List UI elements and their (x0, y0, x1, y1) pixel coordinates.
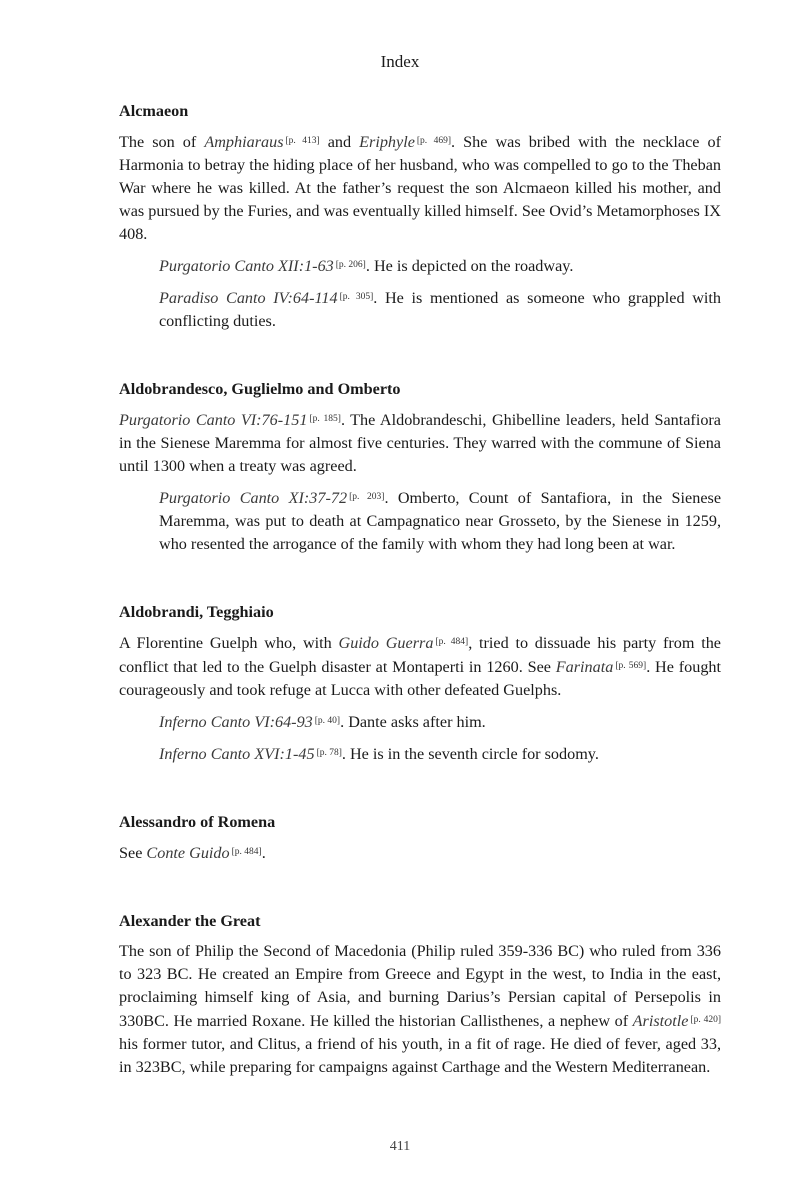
text-run: . He is in the seventh circle for sodomy. (341, 745, 599, 763)
text-run: . She was bribed with the necklace of Harmonia to betray the hiding place of her husband, who was compelled to go to the Theban War where he was killed. At the father’s request the son Alcmaeon killed his mother, and was pursued by the Furies, and was eventually killed himself. See Ovid’s Metamorphoses IX 408. (119, 133, 722, 243)
entry-spacer (119, 564, 721, 601)
page-reference[interactable]: [p. 569] (615, 661, 647, 671)
canto-citation[interactable]: Inferno Canto XVI:1-45 (159, 745, 315, 763)
page-reference[interactable]: [p. 413] (285, 136, 320, 146)
cross-reference-link[interactable]: Eriphyle (359, 133, 415, 151)
page-number: 411 (389, 1139, 411, 1154)
index-entry-alexander (119, 910, 721, 1079)
page-reference[interactable]: [p. 469] (416, 136, 451, 146)
cross-reference-link[interactable]: Amphiaraus (204, 133, 284, 151)
entry-description (119, 841, 721, 865)
entry-spacer (119, 341, 721, 378)
canto-reference (119, 710, 721, 734)
text-run: , tried to dissuade his party from the conflict that led to the Guelph disaster at Montaperti in 1260. See (119, 634, 721, 676)
index-entry-alcmaeon (119, 100, 721, 333)
canto-citation[interactable]: Purgatorio Canto XII:1-63 (159, 257, 334, 275)
text-run: The son of Philip the Second of Macedonia (Philip ruled 359-336 BC) who ruled from 336 to 323 BC. He created an Empire from Greece and Egypt in the west, to India in the east, proclaiming himself king of Asia, and burning Darius’s Persian capital of Persepolis in 330BC. He married Roxane. He killed the historian Callisthenes, a nephew of (119, 942, 721, 1030)
entry-description (119, 130, 721, 246)
text-run: . The Aldobrandeschi, Ghibelline leaders, held Santafiora in the Sienese Maremma for almost five centuries. They warred with the commune of Siena until 1300 when a treaty was agreed. (119, 411, 721, 475)
entry-spacer (119, 873, 721, 910)
text-run: . Dante asks after him. (340, 713, 486, 731)
text-run: his former tutor, and Clitus, a friend of his youth, in a fit of rage. He died of fever, aged 33, in 323BC, while preparing for campaigns against Carthage and the Western Mediterranean. (119, 1035, 721, 1076)
index-content (119, 100, 721, 1087)
text-run: The son of (119, 133, 205, 151)
canto-citation[interactable]: Purgatorio Canto VI:76-151 (119, 411, 308, 429)
entry-heading: Aldobrandi, Tegghiaio (119, 603, 274, 621)
text-run: . He is depicted on the roadway. (365, 257, 574, 275)
canto-reference (119, 486, 721, 556)
page-reference[interactable]: [p. 484] (435, 637, 469, 647)
text-run: See (119, 844, 147, 862)
index-entry-alessandro (119, 811, 721, 865)
text-run: . He fought courageously and took refuge at Lucca with other defeated Guelphs. (119, 658, 722, 699)
text-run: . He is mentioned as someone who grappled with conflicting duties. (159, 289, 721, 330)
page-reference[interactable]: [p. 206] (335, 260, 366, 270)
cross-reference-link[interactable]: Farinata (555, 658, 614, 676)
page-reference[interactable]: [p. 40] (314, 716, 341, 726)
page-reference[interactable]: [p. 305] (339, 292, 374, 302)
text-run: . (261, 844, 266, 862)
entry-description (119, 631, 721, 702)
entry-heading: Aldobrandesco, Guglielmo and Omberto (119, 380, 401, 398)
canto-reference (119, 254, 721, 278)
cross-reference-link[interactable]: Aristotle (632, 1012, 689, 1030)
entry-description (119, 408, 721, 478)
canto-reference (119, 286, 721, 333)
entry-heading: Alessandro of Romena (119, 813, 276, 831)
entry-spacer (119, 774, 721, 811)
index-entry-aldobrandesco (119, 378, 721, 556)
entry-heading: Alexander the Great (119, 912, 261, 930)
cross-reference-link[interactable]: Conte Guido (146, 844, 230, 862)
cross-reference-link[interactable]: Guido Guerra (338, 634, 434, 652)
text-run: and (319, 133, 360, 151)
entry-description (119, 940, 721, 1079)
page-reference[interactable]: [p. 185] (309, 414, 341, 424)
page-reference[interactable]: [p. 78] (316, 748, 342, 758)
canto-reference (119, 742, 721, 766)
canto-citation[interactable]: Paradiso Canto IV:64-114 (159, 289, 338, 307)
index-entry-aldobrandi (119, 601, 721, 766)
text-run: A Florentine Guelph who, with (119, 634, 339, 652)
entry-heading: Alcmaeon (119, 102, 189, 120)
canto-citation[interactable]: Purgatorio Canto XI:37-72 (159, 489, 348, 507)
page-reference[interactable]: [p. 203] (349, 492, 385, 502)
text-run: . Omberto, Count of Santafiora, in the Sienese Maremma, was put to death at Campagnatico near Grosseto, by the Sienese in 1259, who resented the arrogance of the family with whom they had long been at war. (159, 489, 722, 553)
canto-citation[interactable]: Inferno Canto VI:64-93 (159, 713, 313, 731)
page-reference[interactable]: [p. 484] (231, 847, 262, 857)
page-title: Index (380, 52, 420, 71)
page-reference[interactable]: [p. 420] (690, 1015, 721, 1025)
